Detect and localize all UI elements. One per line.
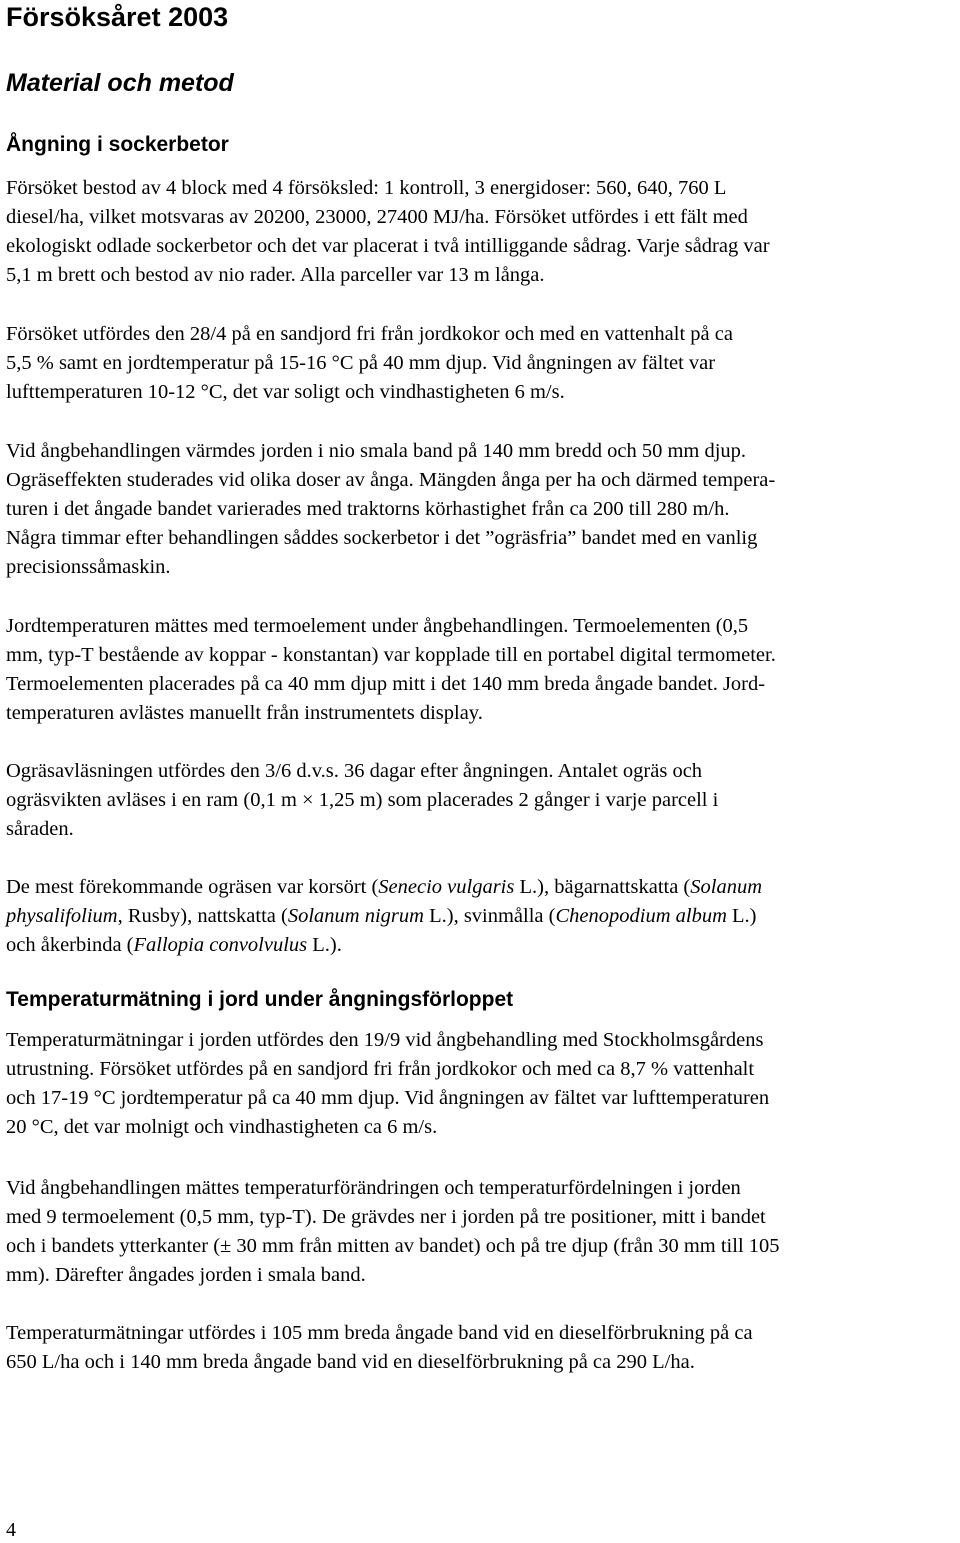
text-line: såraden. bbox=[6, 818, 74, 840]
paragraph-trial-design bbox=[6, 174, 770, 290]
text-line: Vid ångbehandlingen värmdes jorden i nio smala band på 140 mm bredd och 50 mm djup. bbox=[6, 440, 747, 462]
text-line: temperaturen avlästes manuellt från instrumentets display. bbox=[6, 702, 483, 724]
text-line: 650 L/ha och i 140 mm breda ångade band vid en dieselförbrukning på ca 290 L/ha. bbox=[6, 1351, 695, 1373]
text-line: med 9 termoelement (0,5 mm, typ-T). De grävdes ner i jorden på tre positioner, mitt i bandet bbox=[6, 1206, 766, 1228]
text-line: turen i det ångade bandet varierades med traktorns körhastighet från ca 200 till 280 m/h. bbox=[6, 498, 730, 520]
text-line: ekologiskt odlade sockerbetor och det var placerat i två intilliggande sådrag. Varje sådrag var bbox=[6, 235, 770, 257]
text-line: och i bandets ytterkanter (± 30 mm från mitten av bandet) och på tre djup (från 30 mm till 105 bbox=[6, 1235, 780, 1257]
text-line: precisionssåmaskin. bbox=[6, 556, 171, 578]
text-line: De mest förekommande ogräsen var korsört (Senecio vulgaris L.), bägarnattskatta (Solanum bbox=[6, 876, 763, 898]
text-line: Temperaturmätningar i jorden utfördes den 19/9 vid ångbehandling med Stockholmsgårdens bbox=[6, 1029, 764, 1051]
species-name: Fallopia convolvulus bbox=[133, 934, 308, 956]
species-name: Solanum nigrum bbox=[287, 905, 424, 927]
text-line: diesel/ha, vilket motsvaras av 20200, 23000, 27400 MJ/ha. Försöket utfördes i ett fält med bbox=[6, 206, 748, 228]
text-line: mm, typ-T bestående av koppar - konstantan) var kopplade till en portabel digital termometer. bbox=[6, 644, 776, 666]
text-line: Några timmar efter behandlingen såddes sockerbetor i det ”ogräsfria” bandet med en vanlig bbox=[6, 527, 758, 549]
paragraph-trial-conditions bbox=[6, 320, 733, 407]
text-line: 20 °C, det var molnigt och vindhastigheten ca 6 m/s. bbox=[6, 1116, 438, 1138]
text-line: Försöket utfördes den 28/4 på en sandjord fri från jordkokor och med en vattenhalt på ca bbox=[6, 323, 733, 345]
text-line: physalifolium, Rusby), nattskatta (Solanum nigrum L.), svinmålla (Chenopodium album L.) bbox=[6, 905, 757, 927]
section-heading: Material och metod bbox=[6, 69, 234, 97]
paragraph-temperature-measurement bbox=[6, 1026, 769, 1142]
paragraph-band-measurements bbox=[6, 1319, 753, 1377]
text-line: ogräsvikten avläses i en ram (0,1 m × 1,25 m) som placerades 2 gånger i varje parcell i bbox=[6, 789, 719, 811]
paragraph-weed-species bbox=[6, 873, 762, 960]
paragraph-steam-treatment bbox=[6, 437, 775, 582]
subsection-heading-temperature: Temperaturmätning i jord under ångningsförloppet bbox=[6, 988, 514, 1011]
text-line: Ogräseffekten studerades vid olika doser av ånga. Mängden ånga per ha och därmed tempera- bbox=[6, 469, 776, 491]
species-name: Solanum bbox=[690, 876, 763, 898]
text-line: mm). Därefter ångades jorden i smala band. bbox=[6, 1264, 366, 1286]
paragraph-thermocouples bbox=[6, 1174, 780, 1290]
text-line: 5,1 m brett och bestod av nio rader. Alla parceller var 13 m långa. bbox=[6, 264, 545, 286]
text-line: Termoelementen placerades på ca 40 mm djup mitt i det 140 mm breda ångade bandet. Jord- bbox=[6, 673, 766, 695]
text-line: lufttemperaturen 10-12 °C, det var soligt och vindhastigheten 6 m/s. bbox=[6, 381, 565, 403]
text-line: utrustning. Försöket utfördes på en sandjord fri från jordkokor och med ca 8,7 % vattenhalt bbox=[6, 1058, 755, 1080]
paragraph-soil-temperature bbox=[6, 612, 776, 728]
species-name: physalifolium bbox=[6, 905, 118, 927]
text-line: Jordtemperaturen mättes med termoelement under ångbehandlingen. Termoelementen (0,5 bbox=[6, 615, 749, 637]
species-name: Senecio vulgaris bbox=[378, 876, 515, 898]
document-title: Försöksåret 2003 bbox=[6, 2, 229, 32]
text-line: Försöket bestod av 4 block med 4 försöksled: 1 kontroll, 3 energidoser: 560, 640, 760 L bbox=[6, 177, 727, 199]
page-number: 4 bbox=[6, 1519, 16, 1541]
text-line: och 17-19 °C jordtemperatur på ca 40 mm djup. Vid ångningen av fältet var lufttemperaturen bbox=[6, 1087, 770, 1109]
text-line: Temperaturmätningar utfördes i 105 mm breda ångade band vid en dieselförbrukning på ca bbox=[6, 1322, 753, 1344]
text-line: och åkerbinda (Fallopia convolvulus L.). bbox=[6, 934, 342, 956]
paragraph-weed-assessment bbox=[6, 757, 718, 844]
species-name: Chenopodium album bbox=[555, 905, 727, 927]
subsection-heading-steaming: Ångning i sockerbetor bbox=[6, 133, 229, 156]
text-line: 5,5 % samt en jordtemperatur på 15-16 °C på 40 mm djup. Vid ångningen av fältet var bbox=[6, 352, 716, 374]
text-line: Vid ångbehandlingen mättes temperaturförändringen och temperaturfördelningen i jorden bbox=[6, 1177, 741, 1199]
text-line: Ogräsavläsningen utfördes den 3/6 d.v.s. 36 dagar efter ångningen. Antalet ogräs och bbox=[6, 760, 703, 782]
